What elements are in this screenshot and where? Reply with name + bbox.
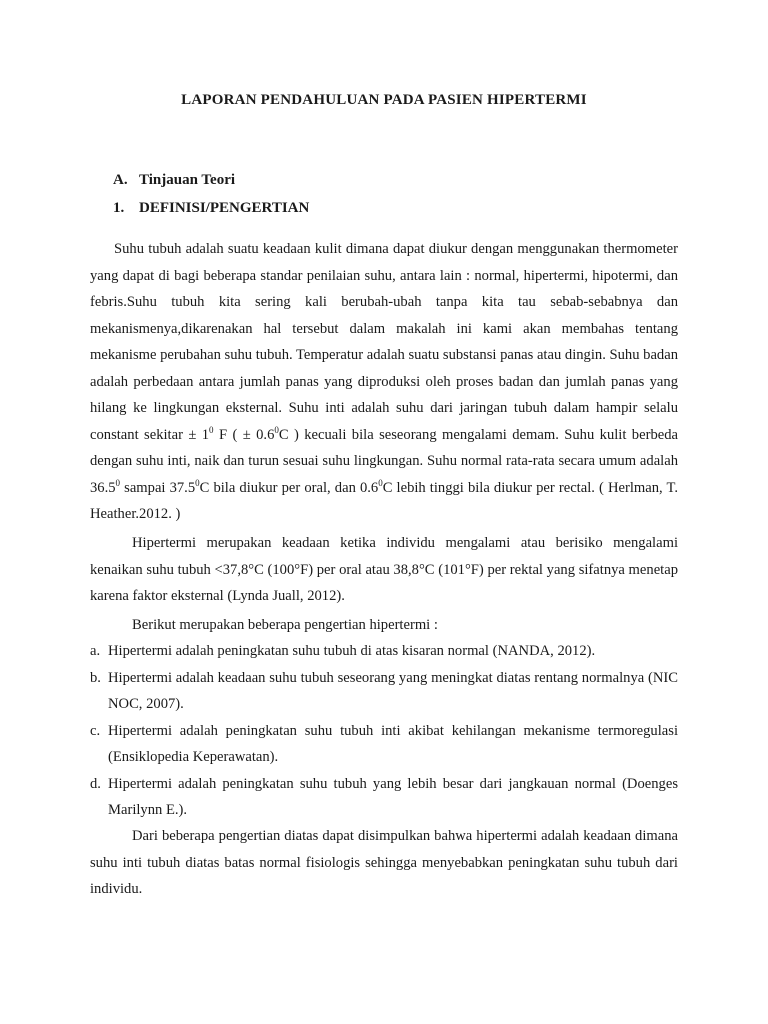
section-1-marker: 1. bbox=[113, 200, 125, 216]
section-1-label: DEFINISI/PENGERTIAN bbox=[139, 200, 310, 216]
p1-sup-4: 0 bbox=[195, 477, 200, 488]
p1-text-5: C bila diukur per oral, dan 0.6 bbox=[199, 479, 379, 496]
list-item-text: Hipertermi adalah peningkatan suhu tubuh inti akibat kehilangan mekanisme termoregulasi (Ensiklopedia Keperawatan). bbox=[108, 722, 678, 765]
list-item-text: Hipertermi adalah keadaan suhu tubuh seseorang yang meningkat diatas rentang normalnya (NIC NOC, 2007). bbox=[108, 669, 678, 712]
list-item-marker: b. bbox=[90, 669, 101, 686]
list-item-text: Hipertermi adalah peningkatan suhu tubuh yang lebih besar dari jangkauan normal (Doenges Marilynn E.). bbox=[108, 775, 678, 818]
p1-sup-2: 0 bbox=[274, 424, 279, 435]
section-a-label: Tinjauan Teori bbox=[139, 172, 236, 188]
list-item-marker: c. bbox=[90, 722, 101, 739]
p1-text-1: Suhu tubuh adalah suatu keadaan kulit dimana dapat diukur dengan menggunakan thermometer yang dapat di bagi beberapa standar penilaian suhu, antara lain : normal, hipertermi, hipotermi, dan febris.Suhu tubuh kita sering kali berubah-ubah tanpa kita tau sebab-sebabnya dan mekanismenya,dikarenakan hal tersebut dalam makalah ini kami akan membahas tentang mekanisme perubahan suhu tubuh. Temperatur adalah suatu substansi panas atau dingin. Suhu badan adalah perbedaan antara jumlah panas yang diproduksi oleh proses badan dan jumlah panas yang hilang ke lingkungan eksternal. Suhu inti adalah suhu dari jaringan tubuh dalam hampir selalu constant sekitar ± 1 bbox=[90, 241, 678, 443]
p1-sup-1: 0 bbox=[209, 424, 214, 435]
document-title: LAPORAN PENDAHULUAN PADA PASIEN HIPERTERMI bbox=[181, 92, 587, 108]
paragraph-body-temperature bbox=[90, 236, 678, 528]
paragraph-conclusion: Dari beberapa pengertian diatas dapat disimpulkan bahwa hipertermi adalah keadaan dimana suhu inti tubuh diatas batas normal fisiologis sehingga menyebabkan peningkatan suhu tubuh dari individu. bbox=[90, 828, 678, 897]
p1-sup-3: 0 bbox=[115, 477, 121, 488]
p1-text-3: C ) kecuali bila seseorang mengalami demam. Suhu kulit berbeda dengan suhu inti, naik dan turun sesuai suhu lingkungan. Suhu normal rata-rata secara umum adalah 36.5 bbox=[90, 426, 678, 496]
section-a-marker: A. bbox=[113, 172, 128, 188]
list-item bbox=[90, 665, 678, 718]
p1-text-4: sampai 37.5 bbox=[120, 479, 196, 496]
list-item-marker: a. bbox=[90, 643, 101, 659]
list-item bbox=[90, 638, 678, 665]
section-heading-1 bbox=[113, 200, 309, 217]
list-item-text: Hipertermi adalah peningkatan suhu tubuh di atas kisaran normal (NANDA, 2012). bbox=[108, 643, 596, 659]
p1-sup-5: 0 bbox=[378, 477, 383, 488]
p1-text-2: F ( ± 0.6 bbox=[213, 426, 275, 443]
list-item bbox=[90, 771, 678, 824]
definition-list bbox=[90, 638, 678, 824]
paragraph-hyperthermia-definition: Hipertermi merupakan keadaan ketika individu mengalami atau berisiko mengalami kenaikan suhu tubuh <37,8°C (100°F) per oral atau 38,8°C (101°F) per rektal yang sifatnya menetap karena faktor eksternal (Lynda Juall, 2012). bbox=[90, 535, 678, 604]
list-item-marker: d. bbox=[90, 775, 101, 792]
section-heading-a bbox=[113, 172, 235, 189]
paragraph-list-intro: Berikut merupakan beberapa pengertian hipertermi : bbox=[132, 617, 438, 633]
p1-text-6: C lebih tinggi bila diukur per rectal. ( Herlman, T. Heather.2012. ) bbox=[90, 479, 678, 522]
list-item bbox=[90, 718, 678, 771]
